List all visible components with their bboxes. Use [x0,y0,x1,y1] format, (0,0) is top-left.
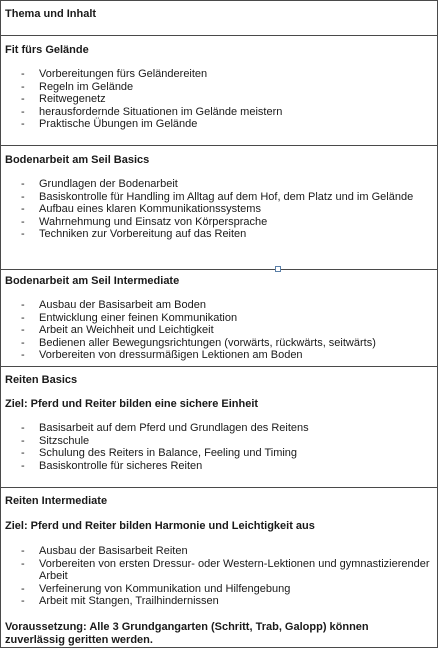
section-title: Bodenarbeit am Seil Basics [5,154,150,166]
list-item: - Schulung des Reiters in Balance, Feeling und Timing [21,447,298,460]
section-reiten-intermediate [1,488,438,648]
topic-list [21,299,376,362]
section-reiten-basics [1,367,438,488]
section-goal: Ziel: Pferd und Reiter bilden Harmonie und Leichtigkeit aus [5,520,315,532]
list-item: - Basisarbeit auf dem Pferd und Grundlagen des Reitens [21,422,309,434]
section-title: Bodenarbeit am Seil Intermediate [5,275,180,287]
list-item: - Bedienen aller Bewegungsrichtungen (vorwärts, rückwärts, seitwärts) [21,336,376,349]
list-item: - Vorbereiten von dressurmäßigen Lektionen am Boden [21,349,303,362]
list-item: - Aufbau eines klaren Kommunikationssystems [21,203,261,216]
section-bodenarbeit-intermediate [1,270,438,367]
section-goal: Ziel: Pferd und Reiter bilden eine sichere Einheit [5,398,259,410]
section-title: Fit fürs Gelände [5,44,89,56]
list-item: - Wahrnehmung und Einsatz von Körpersprache [21,215,268,228]
table-header-row [1,1,438,36]
list-item: - Arbeit an Weichheit und Leichtigkeit [21,324,214,337]
list-item: - Ausbau der Basisarbeit am Boden [21,299,206,311]
section-title: Reiten Intermediate [5,495,108,507]
section-prerequisite: Voraussetzung: Alle 3 Grundgangarten (Schritt, Trab, Galopp) können zuverlässig geritten werden. [5,621,369,646]
table-resize-handle[interactable] [275,266,281,272]
list-item: - herausfordernde Situationen im Gelände meistern [21,105,283,118]
list-item: - Sitzschule [21,434,90,447]
section-fit-gelaende [1,36,438,146]
list-item: - Basiskontrolle für sicheres Reiten [21,459,203,472]
list-item: - Praktische Übungen im Gelände [21,118,198,131]
topic-list [21,422,309,472]
topic-list [21,178,413,241]
topic-list [21,68,282,131]
table-header-title: Thema und Inhalt [5,8,97,20]
list-item: - Reitwegenetz [21,93,106,106]
list-item: - Entwicklung einer feinen Kommunikation [21,311,238,324]
list-item: - Ausbau der Basisarbeit Reiten [21,545,188,557]
list-item: - Basiskontrolle für Handling im Alltag auf dem Hof, dem Platz und im Gelände [21,190,414,203]
list-item: - Techniken zur Vorbereitung auf das Reiten [21,228,247,241]
topic-list [21,545,434,608]
list-item: - Verfeinerung von Kommunikation und Hilfengebung [21,582,291,595]
section-title: Reiten Basics [5,374,78,386]
list-item: - Vorbereiten von ersten Dressur- oder Western-Lektionen und gymnastizierender Arbeit [21,557,430,583]
section-bodenarbeit-basics [1,146,438,270]
list-item: - Vorbereitungen fürs Geländereiten [21,68,208,80]
list-item: - Grundlagen der Bodenarbeit [21,178,178,190]
list-item: - Arbeit mit Stangen, Trailhindernissen [21,595,219,608]
list-item: - Regeln im Gelände [21,80,134,93]
